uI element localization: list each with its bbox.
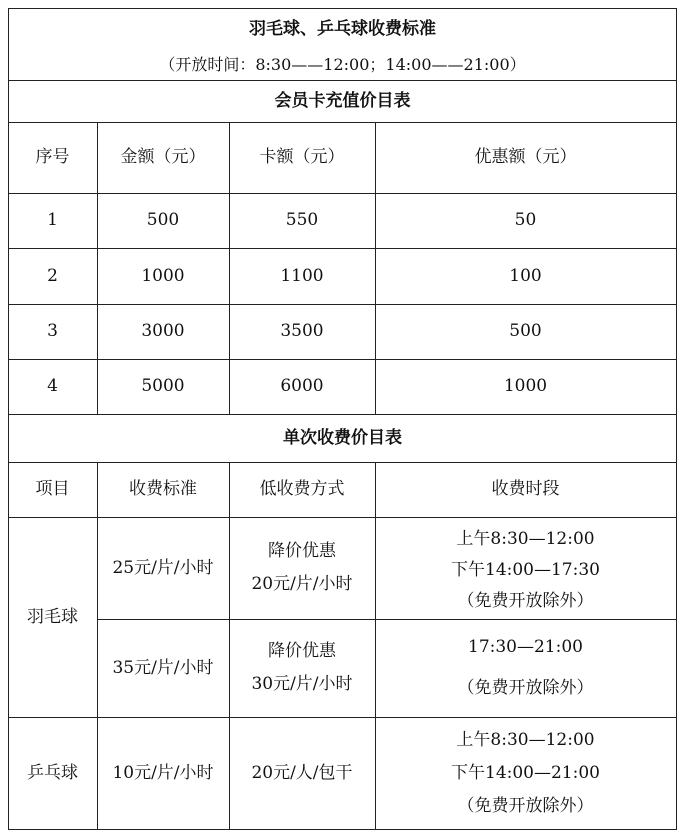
low-fee-label: 降价优惠 bbox=[268, 641, 336, 661]
single-fee-heading: 单次收费价目表 bbox=[283, 427, 402, 448]
badminton-low-fee-2 bbox=[229, 619, 375, 717]
row-discount: 500 bbox=[509, 321, 542, 341]
row-amount: 5000 bbox=[141, 376, 185, 396]
time-slot: 下午14:00—21:00 bbox=[451, 762, 600, 783]
badminton-standard-2: 35元/片/小时 bbox=[112, 657, 214, 678]
row-index: 3 bbox=[47, 321, 58, 341]
time-slot: 上午8:30—12:00 bbox=[456, 528, 595, 549]
row-discount: 1000 bbox=[503, 376, 548, 396]
recharge-header-card: 卡额（元） bbox=[259, 147, 345, 167]
time-note: （免费开放除外） bbox=[457, 795, 594, 816]
pingpong-low-fee: 20元/人/包干 bbox=[251, 762, 353, 783]
row-card: 6000 bbox=[280, 376, 324, 396]
badminton-time-2 bbox=[375, 619, 676, 717]
row-index: 2 bbox=[47, 265, 58, 286]
row-amount: 1000 bbox=[141, 265, 185, 286]
time-note: （免费开放除外） bbox=[457, 678, 594, 698]
row-card: 1100 bbox=[280, 265, 324, 286]
time-slot: 下午14:00—17:30 bbox=[451, 559, 600, 580]
badminton-label: 羽毛球 bbox=[27, 606, 78, 627]
pingpong-label: 乒乓球 bbox=[27, 762, 78, 783]
row-card: 550 bbox=[285, 210, 319, 230]
badminton-time-1 bbox=[375, 517, 676, 619]
low-fee-price: 30元/片/小时 bbox=[251, 674, 353, 694]
single-header-low-fee: 低收费方式 bbox=[259, 479, 345, 499]
badminton-low-fee-1 bbox=[229, 517, 375, 619]
single-header-item: 项目 bbox=[35, 479, 70, 499]
recharge-heading: 会员卡充值价目表 bbox=[274, 90, 411, 111]
row-amount: 3000 bbox=[141, 321, 185, 341]
page-title: 羽毛球、乒乓球收费标准 bbox=[249, 18, 436, 39]
row-index: 4 bbox=[47, 376, 58, 396]
low-fee-label: 降价优惠 bbox=[268, 541, 336, 561]
pingpong-time bbox=[375, 717, 676, 829]
row-discount: 50 bbox=[514, 210, 537, 230]
low-fee-price: 20元/片/小时 bbox=[251, 574, 353, 594]
recharge-header-amount: 金额（元） bbox=[120, 147, 206, 167]
row-discount: 100 bbox=[509, 265, 542, 286]
pingpong-standard: 10元/片/小时 bbox=[112, 762, 214, 783]
time-note: （免费开放除外） bbox=[457, 590, 594, 611]
recharge-header-discount: 优惠额（元） bbox=[474, 147, 577, 167]
row-amount: 500 bbox=[146, 210, 180, 230]
badminton-standard-1: 25元/片/小时 bbox=[112, 557, 214, 578]
recharge-header-index: 序号 bbox=[35, 147, 70, 167]
opening-hours: （开放时间：8:30——12:00；14:00——21:00） bbox=[159, 55, 526, 74]
single-header-standard: 收费标准 bbox=[129, 479, 197, 499]
row-index: 1 bbox=[47, 210, 58, 230]
time-slot: 17:30—21:00 bbox=[468, 637, 583, 657]
single-header-time: 收费时段 bbox=[491, 479, 560, 499]
row-card: 3500 bbox=[280, 321, 324, 341]
time-slot: 上午8:30—12:00 bbox=[456, 729, 595, 750]
